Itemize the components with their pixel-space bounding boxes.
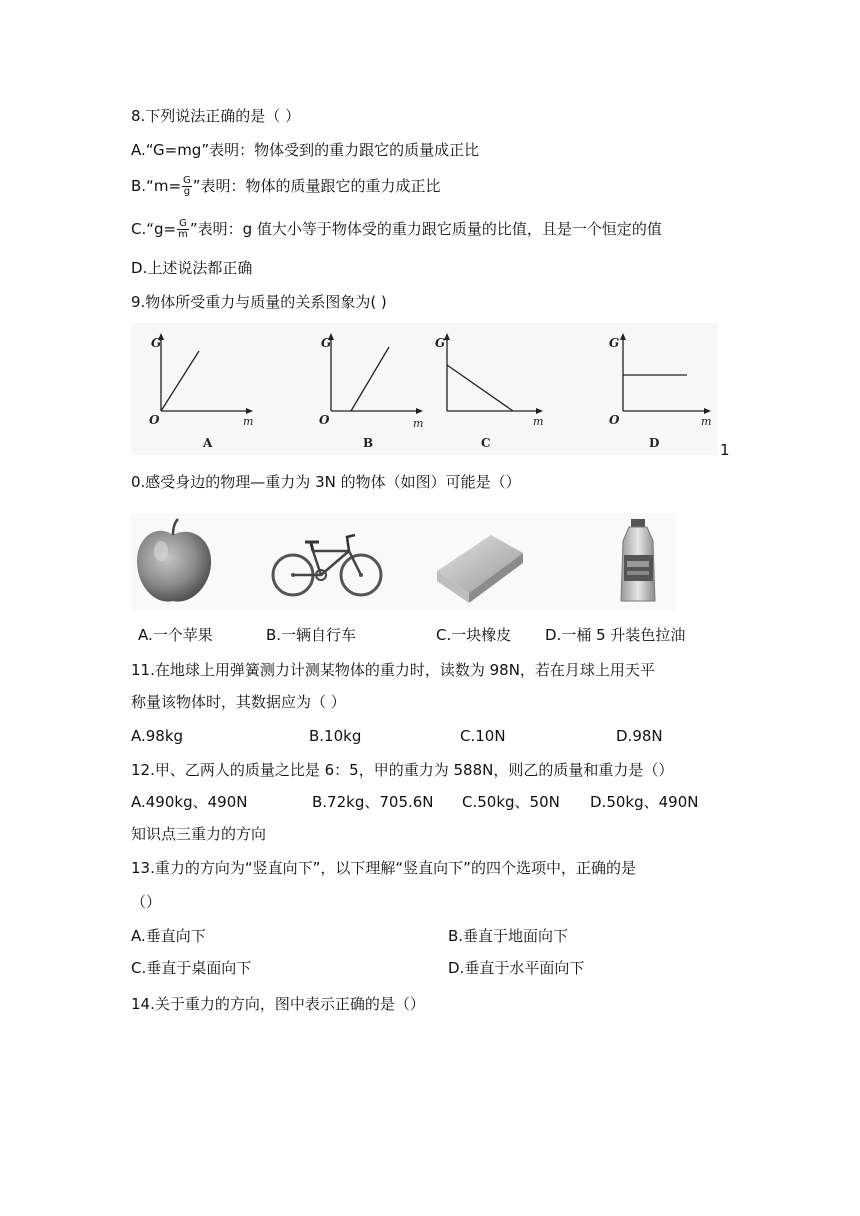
graph-b-label: B [363, 436, 374, 450]
q11-option-b: B.10kg [309, 727, 362, 745]
q10-number-head: 1 [720, 441, 730, 459]
q13-option-b: B.垂直于地面向下 [448, 927, 569, 945]
oil-bottle-image [609, 513, 669, 610]
graph-c-x-label: m [533, 415, 544, 428]
q10-option-d: D.一桶 5 升装色拉油 [545, 626, 686, 644]
q8-option-b-numerator: G [183, 175, 191, 186]
q13-stem-line2: （） [131, 893, 162, 911]
q12-stem: 12.甲、乙两人的质量之比是 6：5，甲的重力为 588N，则乙的质量和重力是（） [131, 761, 674, 779]
bicycle-image [269, 513, 389, 610]
q8-option-d: D.上述说法都正确 [131, 259, 253, 277]
q12-option-a: A.490kg、490N [131, 793, 248, 811]
graph-d-label: D [649, 436, 660, 450]
q8-option-b-fraction [182, 176, 192, 197]
q8-option-c [131, 219, 662, 240]
graph-d-x-label: m [701, 415, 712, 428]
graph-c-y-label: G [435, 336, 446, 350]
graph-b-x-label: m [413, 417, 424, 430]
graph-b-origin: O [319, 413, 330, 427]
q9-graph-strip [131, 323, 718, 455]
graph-a-y-label: G [151, 336, 162, 350]
graph-b [311, 323, 441, 455]
graph-c-label: C [481, 436, 491, 450]
q13-option-a: A.垂直向下 [131, 927, 206, 945]
q10-option-b: B.一辆自行车 [266, 626, 357, 644]
graph-a-origin: O [149, 413, 160, 427]
q10-option-c: C.一块橡皮 [436, 626, 512, 644]
graph-c [427, 323, 557, 455]
q10-option-a: A.一个苹果 [138, 626, 213, 644]
q8-option-c-fraction [177, 219, 189, 240]
q8-option-b-suffix: ”表明：物体的质量跟它的重力成正比 [192, 177, 441, 195]
q9-stem: 9.物体所受重力与质量的关系图象为( ) [131, 293, 387, 311]
section-heading: 知识点三重力的方向 [131, 825, 267, 843]
q8-option-b-denominator: g [183, 186, 191, 197]
q8-option-c-denominator: m [178, 229, 188, 240]
q8-option-c-suffix: ”表明：g 值大小等于物体受的重力跟它质量的比值，且是一个恒定的值 [189, 220, 662, 238]
eraser-image [429, 513, 529, 610]
q8-option-b [131, 176, 441, 197]
q10-photo-strip [131, 513, 676, 610]
q11-option-d: D.98N [616, 727, 663, 745]
q13-option-c: C.垂直于桌面向下 [131, 959, 252, 977]
q13-option-d: D.垂直于水平面向下 [448, 959, 585, 977]
graph-b-y-label: G [321, 336, 332, 350]
q12-option-d: D.50kg、490N [590, 793, 699, 811]
graph-d [601, 323, 718, 455]
apple-image [131, 513, 221, 610]
graph-a-x-label: m [243, 415, 254, 428]
q12-option-c: C.50kg、50N [462, 793, 560, 811]
q8-option-c-prefix: C.“g= [131, 220, 177, 238]
q14-stem: 14.关于重力的方向，图中表示正确的是（） [131, 995, 425, 1013]
q13-stem-line1: 13.重力的方向为“竖直向下”，以下理解“竖直向下”的四个选项中，正确的是 [131, 859, 636, 877]
q8-option-a: A.“G=mg”表明：物体受到的重力跟它的质量成正比 [131, 141, 480, 159]
graph-a [139, 323, 269, 455]
q8-stem: 8.下列说法正确的是（ ） [131, 107, 301, 125]
q11-option-c: C.10N [460, 727, 506, 745]
q10-stem: 0.感受身边的物理—重力为 3N 的物体（如图）可能是（） [131, 473, 521, 491]
graph-d-origin: O [609, 413, 620, 427]
q8-option-c-numerator: G [179, 218, 187, 229]
q8-option-b-prefix: B.“m= [131, 177, 182, 195]
graph-d-y-label: G [609, 336, 620, 350]
q11-stem-line1: 11.在地球上用弹簧测力计测某物体的重力时，读数为 98N，若在月球上用天平 [131, 661, 655, 679]
q12-option-b: B.72kg、705.6N [312, 793, 434, 811]
graph-a-label: A [203, 436, 213, 450]
q11-stem-line2: 称量该物体时，其数据应为（ ） [131, 693, 346, 711]
q11-option-a: A.98kg [131, 727, 184, 745]
